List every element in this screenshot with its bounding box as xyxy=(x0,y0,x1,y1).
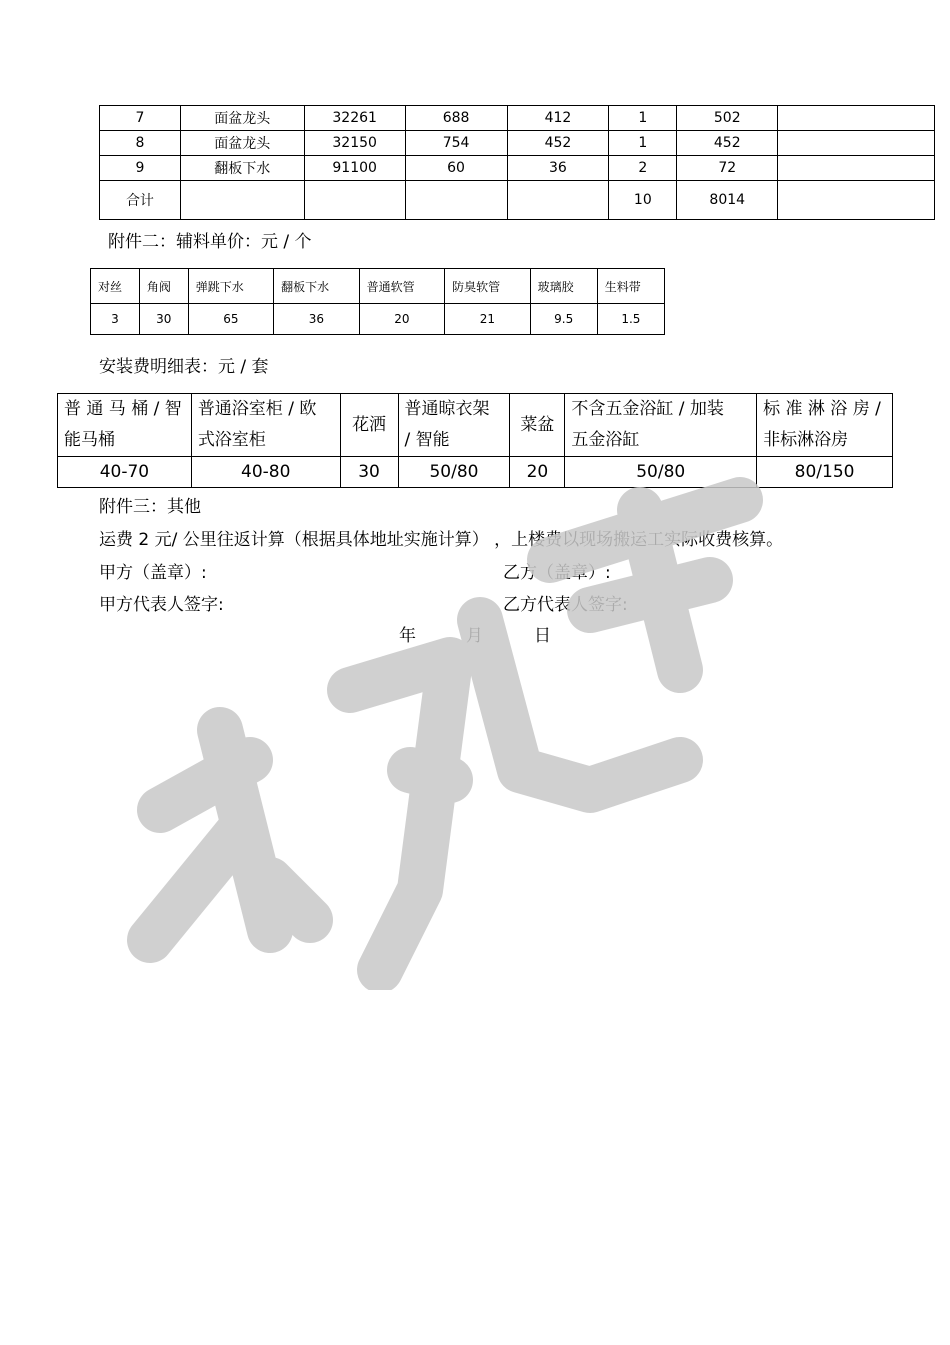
auxiliary-item-name: 防臭软管 xyxy=(445,269,530,304)
auxiliary-item-price: 20 xyxy=(359,304,444,335)
install-item-name xyxy=(340,394,398,457)
date-month: 月 xyxy=(466,626,483,646)
party-b-seal: 乙方（盖章）: xyxy=(503,563,611,583)
table-row xyxy=(100,131,935,156)
auxiliary-item-price: 30 xyxy=(139,304,188,335)
table-cell: 面盆龙头 xyxy=(180,106,304,131)
install-item-name-line: 普通晾衣架 xyxy=(404,399,490,419)
auxiliary-item-name: 普通软管 xyxy=(359,269,444,304)
table-cell: 91100 xyxy=(304,156,405,181)
auxiliary-value-row xyxy=(91,304,665,335)
install-fee-table xyxy=(57,393,893,488)
auxiliary-item-name: 弹跳下水 xyxy=(188,269,273,304)
table-cell: 754 xyxy=(405,131,507,156)
table-cell: 502 xyxy=(677,106,778,131)
table-cell xyxy=(778,131,935,156)
install-item-price: 50/80 xyxy=(565,457,757,488)
auxiliary-item-name: 翻板下水 xyxy=(274,269,359,304)
items-table-body xyxy=(100,106,935,181)
table-row xyxy=(100,106,935,131)
items-table xyxy=(99,105,935,220)
table-row xyxy=(100,156,935,181)
install-item-price: 20 xyxy=(510,457,565,488)
install-item-name xyxy=(58,394,192,457)
install-item-name xyxy=(510,394,565,457)
table-cell xyxy=(778,156,935,181)
install-item-name-line: 普 通 马 桶 / 智 xyxy=(64,399,182,419)
table-cell: 1 xyxy=(609,131,677,156)
install-item-name-line: 花洒 xyxy=(352,414,387,435)
table-cell: 32150 xyxy=(304,131,405,156)
auxiliary-item-price: 9.5 xyxy=(530,304,597,335)
table-cell: 面盆龙头 xyxy=(180,131,304,156)
auxiliary-item-price: 1.5 xyxy=(597,304,664,335)
auxiliary-item-price: 21 xyxy=(445,304,530,335)
install-item-price: 80/150 xyxy=(757,457,893,488)
install-item-name xyxy=(565,394,757,457)
install-header-row xyxy=(58,394,893,457)
total-label: 合计 xyxy=(100,181,181,220)
date-year: 年 xyxy=(399,626,416,646)
install-item-name-line: 标 准 淋 浴 房 / xyxy=(763,399,881,419)
table-cell: 72 xyxy=(677,156,778,181)
auxiliary-item-price: 65 xyxy=(188,304,273,335)
party-b-rep-signature: 乙方代表人签字: xyxy=(503,595,628,615)
install-item-price: 40-80 xyxy=(191,457,340,488)
table-cell: 7 xyxy=(100,106,181,131)
install-item-name xyxy=(191,394,340,457)
attachment3-heading: 附件三：其他 xyxy=(99,497,201,517)
table-cell: 2 xyxy=(609,156,677,181)
install-item-name-line: 式浴室柜 xyxy=(197,430,266,450)
table-cell: 36 xyxy=(507,156,609,181)
install-item-name-line: / 智能 xyxy=(404,430,450,450)
auxiliary-header-row xyxy=(91,269,665,304)
install-item-name-line: 菜盆 xyxy=(520,414,555,435)
install-item-price: 40-70 xyxy=(58,457,192,488)
install-item-name xyxy=(757,394,893,457)
total-row xyxy=(100,181,935,220)
install-heading: 安装费明细表：元 / 套 xyxy=(99,357,269,377)
auxiliary-item-price: 36 xyxy=(274,304,359,335)
table-cell: 452 xyxy=(677,131,778,156)
table-cell: 9 xyxy=(100,156,181,181)
install-item-price: 30 xyxy=(340,457,398,488)
freight-note: 运费 2 元/ 公里往返计算（根据具体地址实施计算） ，上楼费以现场搬运工实际收费核算。 xyxy=(99,530,784,550)
install-item-name-line: 非标淋浴房 xyxy=(763,430,849,450)
install-item-name-line: 不含五金浴缸 / 加装 xyxy=(571,399,724,419)
auxiliary-item-name: 对丝 xyxy=(91,269,140,304)
total-amount: 8014 xyxy=(677,181,778,220)
table-cell: 60 xyxy=(405,156,507,181)
date-day: 日 xyxy=(534,626,551,646)
table-cell: 412 xyxy=(507,106,609,131)
party-a-seal: 甲方（盖章）: xyxy=(99,563,207,583)
party-a-rep-signature: 甲方代表人签字: xyxy=(99,595,224,615)
install-value-row xyxy=(58,457,893,488)
auxiliary-item-name: 玻璃胶 xyxy=(530,269,597,304)
attachment2-heading: 附件二：辅料单价：元 / 个 xyxy=(108,232,312,252)
auxiliary-item-name: 生料带 xyxy=(597,269,664,304)
auxiliary-price-table xyxy=(90,268,665,335)
install-item-price: 50/80 xyxy=(398,457,510,488)
table-cell: 688 xyxy=(405,106,507,131)
install-item-name xyxy=(398,394,510,457)
table-cell: 452 xyxy=(507,131,609,156)
table-cell: 32261 xyxy=(304,106,405,131)
table-cell: 1 xyxy=(609,106,677,131)
install-item-name-line: 普通浴室柜 / 欧 xyxy=(197,399,317,419)
table-cell: 8 xyxy=(100,131,181,156)
auxiliary-item-name: 角阀 xyxy=(139,269,188,304)
total-qty: 10 xyxy=(609,181,677,220)
auxiliary-item-price: 3 xyxy=(91,304,140,335)
table-cell: 翻板下水 xyxy=(180,156,304,181)
install-item-name-line: 能马桶 xyxy=(64,430,115,450)
table-cell xyxy=(778,106,935,131)
install-item-name-line: 五金浴缸 xyxy=(571,430,640,450)
